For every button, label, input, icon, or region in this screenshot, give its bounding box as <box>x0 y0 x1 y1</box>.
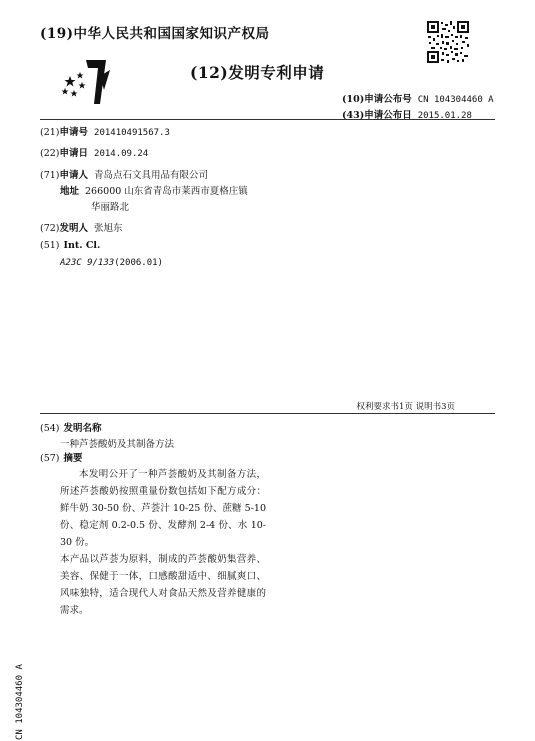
publication-date: 2015.01.28 <box>417 111 472 121</box>
publication-number-row <box>342 91 494 105</box>
filing-date-row <box>40 145 148 159</box>
qr-code-icon <box>426 20 470 64</box>
abstract-paragraph-1: 本发明公开了一种芦荟酸奶及其制备方法，所述芦荟酸奶按照重量份数包括如下配方成分：鲜牛奶 30-50 份、芦荟汁 10-25 份、蔗糖 5-10 份、稳定剂 0.2-0.5 份、发酵剂 2-4 份、水 10-30 份。 <box>60 469 266 548</box>
invention-name-heading <box>40 420 102 434</box>
field-code: (21) <box>40 127 60 138</box>
field-code: (22) <box>40 148 60 159</box>
publication-date-label: (43)申请公布日 <box>342 110 412 121</box>
field-code: (51) <box>40 240 60 251</box>
inventor-name: 张旭东 <box>94 223 123 234</box>
inventor-row <box>40 220 123 234</box>
int-cl-row <box>40 240 100 251</box>
int-cl-label: Int. Cl. <box>63 240 101 251</box>
applicant-name: 青岛点石文具用品有限公司 <box>94 170 209 181</box>
field-code: (72) <box>40 223 60 234</box>
document-type: (12)发明专利申请 <box>190 63 325 82</box>
field-code: (57) <box>40 453 60 464</box>
application-number-label: 申请号 <box>59 127 89 138</box>
address-line2: 华丽路北 <box>91 202 130 213</box>
side-publication-number: CN 104304460 A <box>15 664 25 740</box>
address-label: 地址 <box>60 186 80 197</box>
application-number-row <box>40 124 170 138</box>
abstract-heading <box>40 450 83 464</box>
abstract-body <box>60 466 266 619</box>
filing-date-label: 申请日 <box>59 148 89 159</box>
applicant-label: 申请人 <box>59 170 89 181</box>
filing-date: 2014.09.24 <box>94 149 149 159</box>
field-code: (54) <box>40 423 60 434</box>
publication-number: CN 104304460 A <box>417 95 494 105</box>
abstract-label: 摘要 <box>63 453 83 464</box>
field-code: (71) <box>40 170 60 181</box>
publication-number-label: (10)申请公布号 <box>342 94 412 105</box>
abstract-paragraph-2: 本产品以芦荟为原料，制成的芦荟酸奶集营养、美容、保健于一体，口感酸甜适中、细腻爽口、风味独特，适合现代人对食品天然及营养健康的需求。 <box>60 554 266 616</box>
header-divider <box>40 119 495 120</box>
ipc-class: A23C 9/133 <box>60 258 115 268</box>
ipc-version: (2006.01) <box>114 258 163 268</box>
application-number: 201410491567.3 <box>94 128 170 138</box>
invention-name-label: 发明名称 <box>63 423 102 434</box>
address-row <box>60 183 248 197</box>
inventor-label: 发明人 <box>59 223 89 234</box>
office-name: (19)中华人民共和国国家知识产权局 <box>40 26 270 42</box>
cnipa-emblem-icon <box>60 56 120 110</box>
address-line1: 266000 山东省青岛市莱西市夏格庄镇 <box>85 186 248 197</box>
abstract-divider <box>40 413 495 414</box>
ipc-classification <box>60 258 163 268</box>
page-count-info: 权利要求书1页 说明书3页 <box>356 402 455 412</box>
applicant-row <box>40 167 208 181</box>
invention-title: 一种芦荟酸奶及其制备方法 <box>60 439 175 450</box>
